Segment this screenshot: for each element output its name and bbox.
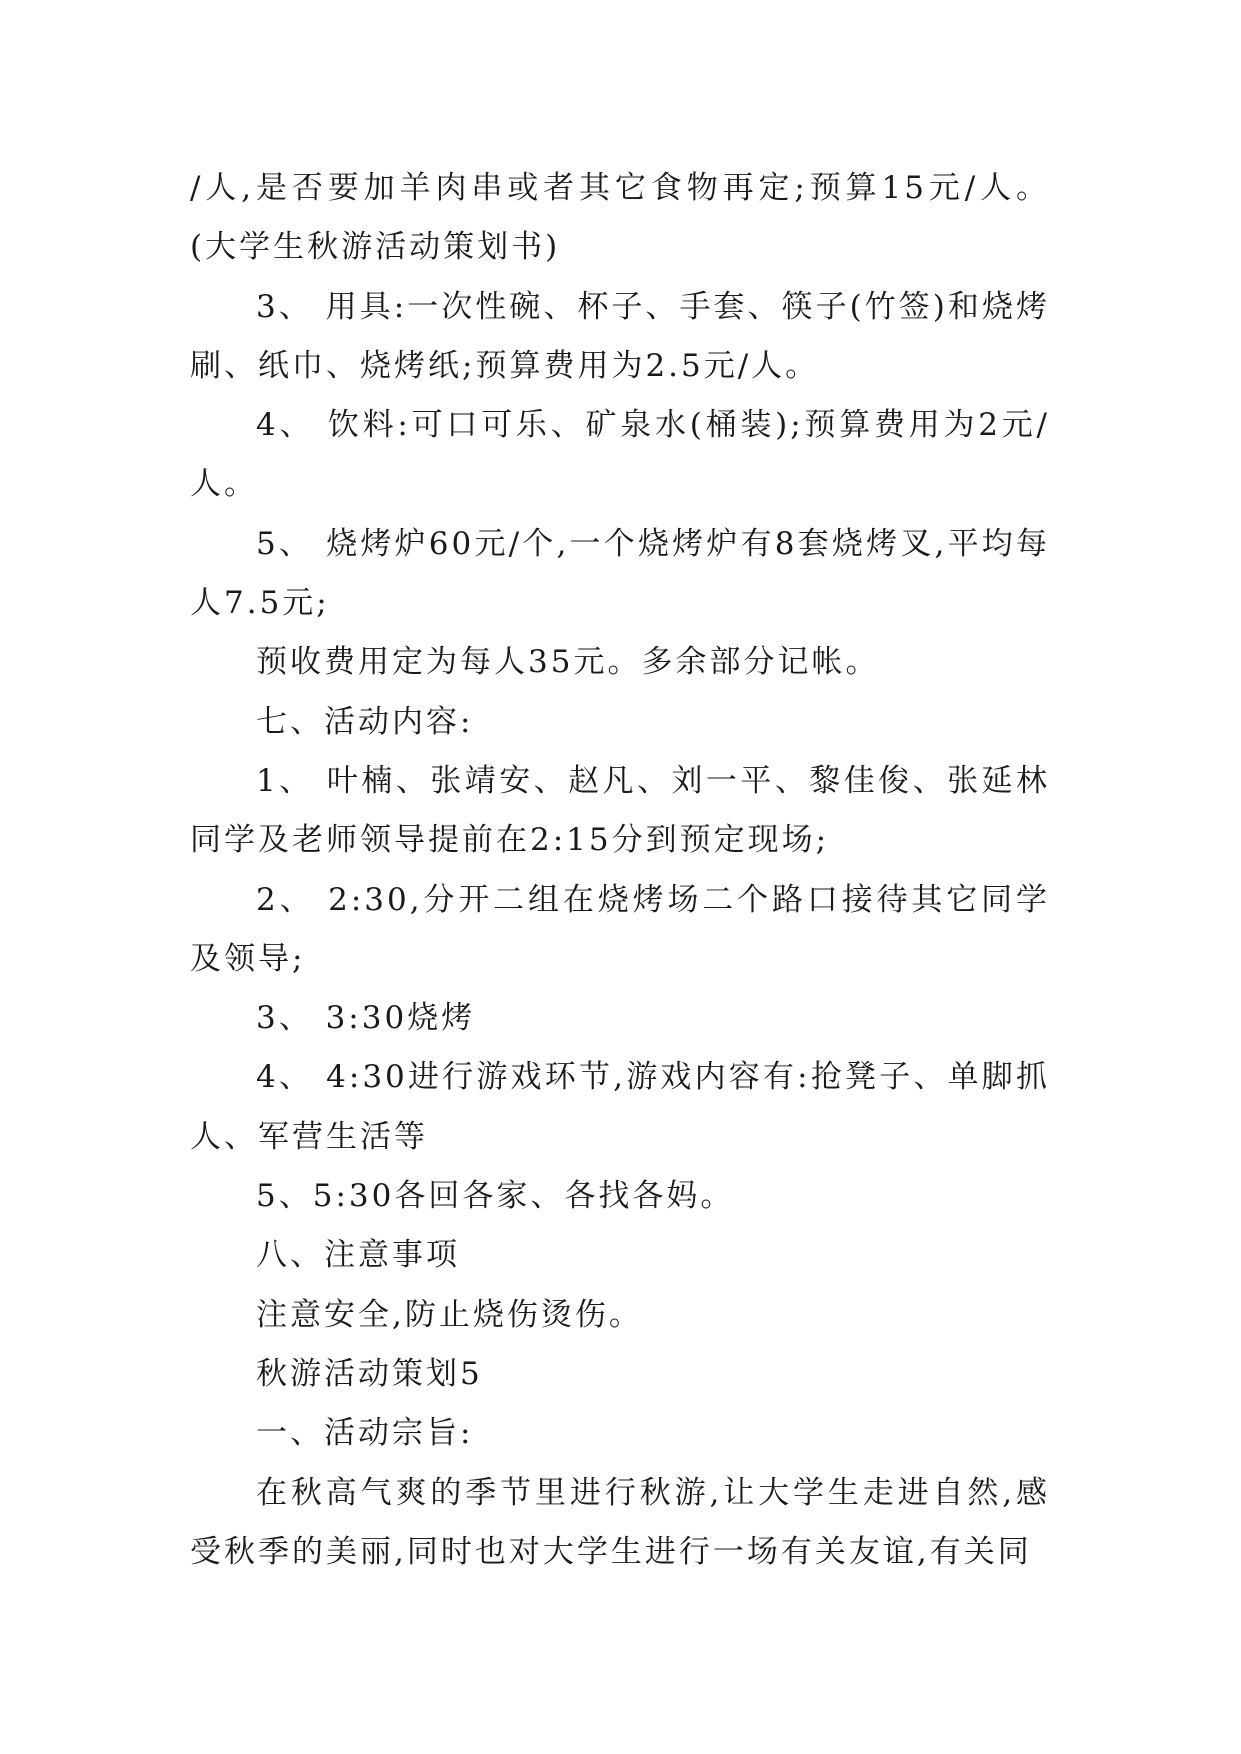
section-heading-7: 七、活动内容: xyxy=(256,703,474,740)
paragraph-8: 2、 2:30,分开二组在烧烤场二个路口接待其它同学及领导; xyxy=(190,881,1050,977)
section-heading-8: 八、注意事项 xyxy=(256,1237,460,1274)
paragraph-5: 预收费用定为每人35元。多余部分记帐。 xyxy=(256,644,880,681)
paragraph-1: /人,是否要加羊肉串或者其它食物再定;预算15元/人。(大学生秋游活动策划书) xyxy=(190,170,1050,266)
paragraph-13: 注意安全,防止烧伤烫伤。 xyxy=(256,1296,643,1333)
paragraph-10: 4、 4:30进行游戏环节,游戏内容有:抢凳子、单脚抓人、军营生活等 xyxy=(190,1059,1050,1155)
paragraph-11: 5、5:30各回各家、各找各妈。 xyxy=(256,1178,735,1215)
document-body xyxy=(190,159,1050,1582)
section-heading-1: 一、活动宗旨: xyxy=(256,1415,474,1452)
paragraph-2: 3、 用具:一次性碗、杯子、手套、筷子(竹签)和烧烤刷、纸巾、烧烤纸;预算费用为2.5元/人。 xyxy=(190,288,1050,384)
document-section-title: 秋游活动策划5 xyxy=(256,1355,483,1392)
paragraph-9: 3、 3:30烧烤 xyxy=(256,1000,476,1037)
paragraph-3: 4、 饮料:可口可乐、矿泉水(桶装);预算费用为2元/人。 xyxy=(190,407,1050,503)
paragraph-16: 在秋高气爽的季节里进行秋游,让大学生走进自然,感受秋季的美丽,同时也对大学生进行一场有关友谊,有关同 xyxy=(190,1474,1050,1570)
paragraph-7: 1、 叶楠、张靖安、赵凡、刘一平、黎佳俊、张延林同学及老师领导提前在2:15分到预定现场; xyxy=(190,762,1050,859)
paragraph-4: 5、 烧烤炉60元/个,一个烧烤炉有8套烧烤叉,平均每人7.5元; xyxy=(190,525,1050,622)
